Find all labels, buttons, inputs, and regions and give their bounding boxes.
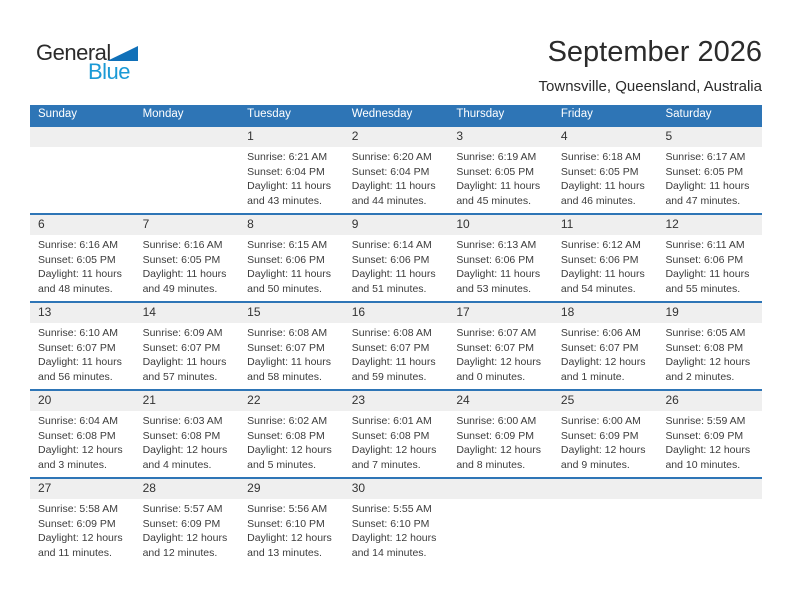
day-cell-13 [30,303,135,389]
day-details [239,235,344,296]
day-cell-5 [657,127,762,213]
sunrise-text: Sunrise: 6:14 AM [351,239,432,251]
day-cell-18 [553,303,658,389]
weekday-wednesday: Wednesday [351,108,413,120]
day-number: 4 [553,127,658,147]
daylight-text: Daylight: 12 hours and 13 minutes. [247,532,332,559]
day-cell-25 [553,391,658,477]
day-number [553,479,658,499]
sunrise-text: Sunrise: 6:19 AM [456,151,537,163]
logo-text-general: General [36,40,111,65]
sunset-text: Sunset: 6:09 PM [456,429,534,442]
day-number: 17 [448,303,553,323]
day-number: 13 [30,303,135,323]
general-blue-logo [36,40,156,88]
sunset-text: Sunset: 6:06 PM [665,253,744,266]
sunrise-text: Sunrise: 6:08 AM [247,327,328,339]
day-cell-29 [239,479,344,565]
daylight-text: Daylight: 12 hours and 5 minutes. [247,444,332,471]
daylight-text: Daylight: 12 hours and 14 minutes. [351,532,437,559]
sunrise-text: Sunrise: 6:05 AM [665,327,746,339]
day-number [30,127,135,147]
sunrise-text: Sunrise: 6:07 AM [456,327,537,339]
day-details [30,235,135,296]
day-number: 3 [448,127,553,147]
day-cell-28 [135,479,240,565]
day-cell-empty [30,127,135,213]
day-number [448,479,553,499]
day-cell-3 [448,127,553,213]
daylight-text: Daylight: 11 hours and 47 minutes. [665,180,750,207]
sunrise-text: Sunrise: 5:59 AM [665,415,746,427]
day-cell-9 [344,215,449,301]
day-number: 20 [30,391,135,411]
day-number: 22 [239,391,344,411]
day-details [344,499,449,560]
daylight-text: Daylight: 11 hours and 43 minutes. [247,180,332,207]
weekday-header-row [30,105,762,125]
day-details [135,499,240,560]
day-cell-11 [553,215,658,301]
daylight-text: Daylight: 11 hours and 59 minutes. [351,356,436,383]
day-number: 2 [344,127,449,147]
daylight-text: Daylight: 12 hours and 10 minutes. [665,444,751,471]
daylight-text: Daylight: 11 hours and 50 minutes. [247,268,332,295]
sunset-text: Sunset: 6:10 PM [351,517,430,530]
sunset-text: Sunset: 6:08 PM [247,429,325,442]
day-number: 18 [553,303,658,323]
header-text-block [539,36,762,95]
daylight-text: Daylight: 11 hours and 45 minutes. [456,180,541,207]
sunrise-text: Sunrise: 6:10 AM [38,327,118,339]
day-cell-24 [448,391,553,477]
day-cell-22 [239,391,344,477]
day-number: 9 [344,215,449,235]
week-row [30,301,762,389]
day-number: 28 [135,479,240,499]
day-cell-23 [344,391,449,477]
daylight-text: Daylight: 11 hours and 54 minutes. [560,268,645,295]
sunrise-text: Sunrise: 6:20 AM [351,151,432,163]
week-row [30,477,762,565]
day-number: 5 [657,127,762,147]
sunset-text: Sunset: 6:04 PM [351,165,430,178]
day-details [657,235,762,296]
day-details [344,323,449,384]
day-cell-26 [657,391,762,477]
day-cell-7 [135,215,240,301]
sunrise-text: Sunrise: 5:55 AM [351,503,432,515]
daylight-text: Daylight: 12 hours and 11 minutes. [38,532,123,559]
day-details [553,323,658,384]
day-details [657,411,762,472]
day-number [135,127,240,147]
day-cell-10 [448,215,553,301]
day-number: 11 [553,215,658,235]
daylight-text: Daylight: 11 hours and 48 minutes. [38,268,122,295]
day-details [448,323,553,384]
daylight-text: Daylight: 12 hours and 8 minutes. [456,444,541,471]
daylight-text: Daylight: 11 hours and 57 minutes. [142,356,227,383]
day-number: 23 [344,391,449,411]
day-number: 6 [30,215,135,235]
day-number: 1 [239,127,344,147]
day-number: 29 [239,479,344,499]
sunset-text: Sunset: 6:07 PM [142,341,221,354]
sunset-text: Sunset: 6:07 PM [38,341,116,354]
day-number: 10 [448,215,553,235]
sunset-text: Sunset: 6:05 PM [560,165,639,178]
day-number [657,479,762,499]
sunset-text: Sunset: 6:08 PM [351,429,430,442]
daylight-text: Daylight: 12 hours and 0 minutes. [456,356,541,383]
day-details [135,235,240,296]
week-row [30,389,762,477]
sunset-text: Sunset: 6:05 PM [38,253,116,266]
sunrise-text: Sunrise: 6:11 AM [665,239,745,251]
sunset-text: Sunset: 6:06 PM [247,253,325,266]
sunrise-text: Sunrise: 5:58 AM [38,503,118,515]
weekday-monday: Monday [142,108,184,120]
weekday-sunday: Sunday [38,108,78,120]
day-details [30,499,135,560]
day-details [448,147,553,208]
day-details [239,147,344,208]
daylight-text: Daylight: 12 hours and 1 minute. [560,356,646,383]
sunset-text: Sunset: 6:08 PM [665,341,744,354]
daylight-text: Daylight: 11 hours and 49 minutes. [142,268,227,295]
daylight-text: Daylight: 11 hours and 44 minutes. [351,180,436,207]
day-details [344,147,449,208]
day-cell-17 [448,303,553,389]
sunset-text: Sunset: 6:06 PM [560,253,639,266]
sunrise-text: Sunrise: 6:02 AM [247,415,328,427]
sunset-text: Sunset: 6:06 PM [456,253,534,266]
daylight-text: Daylight: 12 hours and 4 minutes. [142,444,228,471]
sunrise-text: Sunrise: 6:17 AM [665,151,746,163]
daylight-text: Daylight: 12 hours and 12 minutes. [142,532,228,559]
daylight-text: Daylight: 11 hours and 51 minutes. [351,268,436,295]
sunrise-text: Sunrise: 6:00 AM [560,415,641,427]
day-cell-16 [344,303,449,389]
sunrise-text: Sunrise: 6:13 AM [456,239,537,251]
day-cell-empty [553,479,658,565]
sunrise-text: Sunrise: 6:12 AM [560,239,641,251]
page-title: September 2026 [547,36,762,68]
day-number: 12 [657,215,762,235]
day-number: 21 [135,391,240,411]
weekday-thursday: Thursday [456,108,505,120]
sunrise-text: Sunrise: 6:16 AM [38,239,118,251]
daylight-text: Daylight: 12 hours and 3 minutes. [38,444,123,471]
day-cell-4 [553,127,658,213]
day-number: 7 [135,215,240,235]
sunrise-text: Sunrise: 6:06 AM [560,327,641,339]
day-cell-19 [657,303,762,389]
day-cell-empty [448,479,553,565]
day-number: 25 [553,391,658,411]
day-number: 24 [448,391,553,411]
day-details [239,411,344,472]
sunset-text: Sunset: 6:09 PM [560,429,639,442]
daylight-text: Daylight: 12 hours and 2 minutes. [665,356,751,383]
day-details [344,411,449,472]
day-details [553,147,658,208]
daylight-text: Daylight: 12 hours and 9 minutes. [560,444,646,471]
day-details [553,411,658,472]
sunset-text: Sunset: 6:06 PM [351,253,430,266]
week-row [30,213,762,301]
day-cell-14 [135,303,240,389]
day-cell-15 [239,303,344,389]
daylight-text: Daylight: 11 hours and 46 minutes. [560,180,645,207]
sunrise-text: Sunrise: 6:16 AM [142,239,223,251]
day-details [344,235,449,296]
logo-text-blue: Blue [88,59,131,84]
sunrise-text: Sunrise: 5:57 AM [142,503,223,515]
day-number: 30 [344,479,449,499]
day-number: 26 [657,391,762,411]
weekday-friday: Friday [560,108,593,120]
day-details [30,411,135,472]
day-cell-6 [30,215,135,301]
sunrise-text: Sunrise: 6:09 AM [142,327,223,339]
weekday-saturday: Saturday [665,108,712,120]
sunrise-text: Sunrise: 6:21 AM [247,151,328,163]
day-details [135,411,240,472]
sunrise-text: Sunrise: 6:08 AM [351,327,432,339]
sunset-text: Sunset: 6:10 PM [247,517,325,530]
day-details [448,235,553,296]
day-details [448,411,553,472]
sunset-text: Sunset: 6:09 PM [38,517,116,530]
daylight-text: Daylight: 12 hours and 7 minutes. [351,444,437,471]
sunset-text: Sunset: 6:09 PM [142,517,221,530]
calendar-grid [30,125,762,565]
sunrise-text: Sunrise: 6:00 AM [456,415,537,427]
day-cell-30 [344,479,449,565]
day-cell-21 [135,391,240,477]
sunrise-text: Sunrise: 6:01 AM [351,415,432,427]
week-row [30,125,762,213]
daylight-text: Daylight: 11 hours and 53 minutes. [456,268,541,295]
day-cell-2 [344,127,449,213]
day-cell-8 [239,215,344,301]
weekday-tuesday: Tuesday [247,108,291,120]
day-cell-empty [657,479,762,565]
sunset-text: Sunset: 6:09 PM [665,429,744,442]
day-cell-1 [239,127,344,213]
day-cell-12 [657,215,762,301]
day-details [657,323,762,384]
day-cell-20 [30,391,135,477]
sunset-text: Sunset: 6:07 PM [247,341,325,354]
sunset-text: Sunset: 6:07 PM [351,341,430,354]
page-subtitle: Townsville, Queensland, Australia [538,78,762,95]
sunrise-text: Sunrise: 6:15 AM [247,239,328,251]
calendar-table [30,105,762,565]
day-number: 27 [30,479,135,499]
day-details [657,147,762,208]
daylight-text: Daylight: 11 hours and 56 minutes. [38,356,122,383]
sunset-text: Sunset: 6:08 PM [38,429,116,442]
sunrise-text: Sunrise: 6:04 AM [38,415,118,427]
daylight-text: Daylight: 11 hours and 55 minutes. [665,268,750,295]
day-number: 8 [239,215,344,235]
sunset-text: Sunset: 6:05 PM [665,165,744,178]
sunrise-text: Sunrise: 5:56 AM [247,503,328,515]
day-cell-empty [135,127,240,213]
sunset-text: Sunset: 6:07 PM [456,341,534,354]
day-details [239,499,344,560]
day-details [135,323,240,384]
sunrise-text: Sunrise: 6:18 AM [560,151,641,163]
sunset-text: Sunset: 6:04 PM [247,165,325,178]
sunset-text: Sunset: 6:05 PM [456,165,534,178]
day-cell-27 [30,479,135,565]
daylight-text: Daylight: 11 hours and 58 minutes. [247,356,332,383]
sunrise-text: Sunrise: 6:03 AM [142,415,223,427]
day-number: 16 [344,303,449,323]
day-details [553,235,658,296]
sunset-text: Sunset: 6:07 PM [560,341,639,354]
sunset-text: Sunset: 6:05 PM [142,253,221,266]
sunset-text: Sunset: 6:08 PM [142,429,221,442]
day-number: 15 [239,303,344,323]
day-number: 19 [657,303,762,323]
day-details [30,323,135,384]
day-number: 14 [135,303,240,323]
day-details [239,323,344,384]
